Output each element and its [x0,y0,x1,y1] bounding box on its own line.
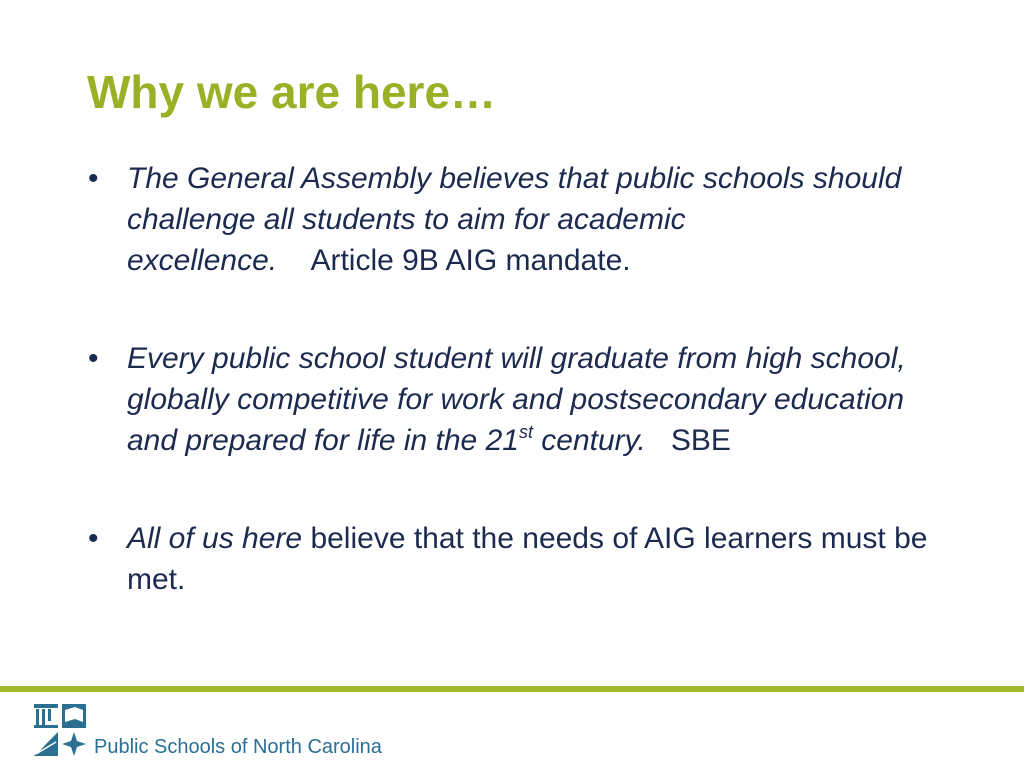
bullet-body-text: believe that the needs of AIG learners must be met. [127,522,928,596]
bullet-item-all-of-us [84,518,944,600]
organization-name: Public Schools of North Carolina [94,736,382,758]
slide-title: Why we are here… [87,66,497,118]
bullet-item-sbe [84,338,944,461]
ordinal-superscript: st [518,422,533,442]
bullet-emphasis-text: All of us here [127,522,303,555]
bullet-quote-text: The General Assembly believes that public schools should challenge all students to aim for academic excellence. [127,162,902,277]
bullet-item-general-assembly [84,158,944,281]
bullet-source-text: SBE [670,424,731,457]
bullet-quote-text: Every public school student will graduate from high school, globally competitive for work and postsecondary education and prepared for life in the 21 [127,342,906,457]
bullet-marker: • [88,162,99,195]
bullet-list [84,158,944,657]
bullet-quote-text-end: century. [541,424,646,457]
nc-public-schools-logo-icon [32,702,88,758]
bullet-marker: • [88,522,99,555]
footer-divider [0,686,1024,692]
bullet-marker: • [88,342,99,375]
bullet-source-text: Article 9B AIG mandate. [310,244,631,277]
